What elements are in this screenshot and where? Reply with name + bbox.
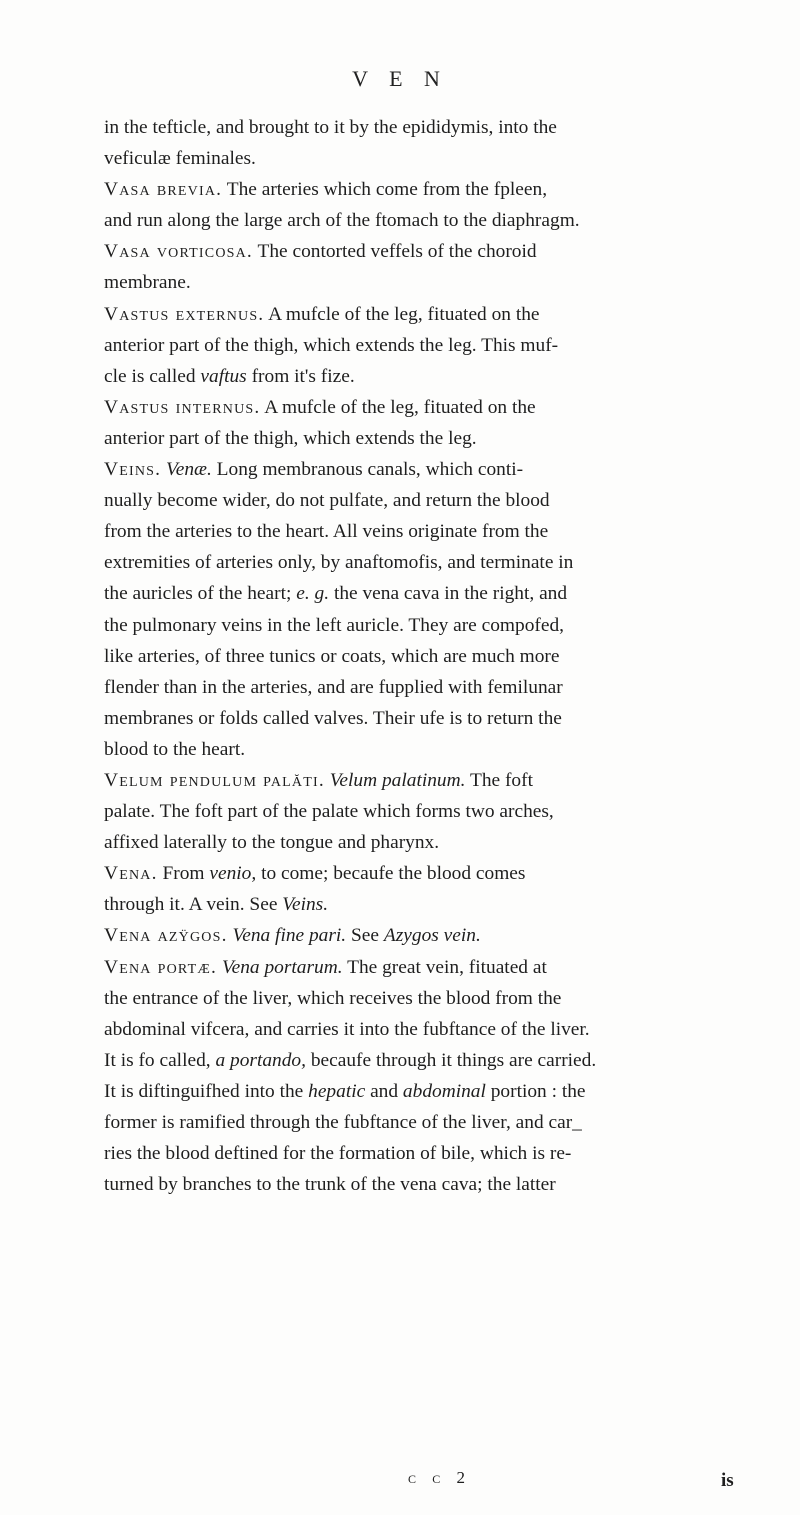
headword: Vena. [104, 863, 158, 885]
definition-text: flender than in the arteries, and are fupplied with femilunar [104, 676, 563, 698]
definition-text: portion : the [490, 1080, 586, 1102]
definition-text: ries the blood deftined for the formation of bile, which is re- [104, 1143, 572, 1165]
definition-text: like arteries, of three tunics or coats, which are much more [104, 645, 560, 667]
page-body [104, 112, 748, 1200]
definition-text: The contorted veffels of the choroid [257, 241, 537, 263]
headword: Vena azÿgos. [104, 925, 228, 947]
italic-term: e. g. [296, 583, 330, 605]
italic-term: hepatic [308, 1080, 366, 1102]
definition-text: cle is called [104, 365, 196, 387]
definition-text: anterior part of the thigh, which extends the leg. [104, 427, 477, 449]
continued-text [104, 112, 748, 174]
definition-text: The great vein, fituated at [347, 956, 547, 978]
definition-text: abdominal vifcera, and carries it into the fubftance of the liver. [104, 1018, 590, 1040]
headword: Vasa vorticosa. [104, 241, 253, 263]
latin-term: Velum palatinum. [329, 769, 466, 791]
definition-text: affixed laterally to the tongue and pharynx. [104, 832, 440, 854]
entry-vena-azygos [104, 920, 748, 951]
headword: Veins. [104, 459, 162, 481]
headword: Velum pendulum palăti. [104, 769, 325, 791]
definition-text: the auricles of the heart; [104, 583, 292, 605]
running-head: V E N [352, 66, 448, 91]
definition-text: A mufcle of the leg, fituated on the [268, 303, 540, 325]
definition-text: and run along the large arch of the ftomach to the diaphragm. [104, 210, 580, 232]
entry-vastus-externus [104, 299, 748, 392]
definition-text: From [162, 863, 205, 885]
definition-text: Long membranous canals, which conti- [216, 459, 524, 481]
definition-text: through it. A vein. See [104, 894, 278, 916]
definition-text: It is diftinguifhed into the [104, 1080, 304, 1102]
definition-text: membranes or folds called valves. Their ufe is to return the [104, 707, 562, 729]
definition-text: the pulmonary veins in the left auricle. They are compofed, [104, 614, 565, 636]
definition-text: becaufe through it things are carried. [310, 1049, 597, 1071]
definition-text: A mufcle of the leg, fituated on the [264, 396, 536, 418]
definition-text: the entrance of the liver, which receives the blood from the [104, 987, 562, 1009]
entry-vena-portae [104, 952, 748, 1201]
entry-veins [104, 454, 748, 765]
latin-term: Vena portarum. [221, 956, 343, 978]
text-line: in the tefticle, and brought to it by the epididymis, into the [104, 117, 557, 138]
cross-reference: Veins. [282, 894, 329, 916]
definition-text: from it's fize. [251, 365, 355, 387]
headword: Vastus externus. [104, 303, 265, 325]
definition-text: the vena cava in the right, and [333, 583, 568, 605]
definition-text: blood to the heart. [104, 738, 246, 760]
definition-text: membrane. [104, 272, 191, 294]
entry-vena [104, 858, 748, 920]
definition-text: It is fo called, [104, 1049, 211, 1071]
definition-text: The arteries which come from the fpleen, [226, 179, 548, 201]
entry-vasa-vorticosa [104, 236, 748, 298]
definition-text: extremities of arteries only, by anaftomofis, and terminate in [104, 552, 574, 574]
text-line: veficulæ feminales. [104, 148, 256, 170]
signature-mark: c c 2 [408, 1468, 472, 1487]
headword: Vena portæ. [104, 956, 218, 978]
entry-vastus-internus [104, 392, 748, 454]
headword: Vastus internus. [104, 396, 261, 418]
italic-term: abdominal [402, 1080, 486, 1102]
definition-text: turned by branches to the trunk of the vena cava; the latter [104, 1174, 556, 1196]
definition-text: former is ramified through the fubftance of the liver, and car_ [104, 1112, 582, 1133]
latin-term: Venæ. [166, 459, 212, 481]
definition-text: The foft [469, 769, 533, 791]
definition-text: to come; becaufe the blood comes [261, 863, 526, 885]
cross-reference: Azygos vein. [383, 925, 481, 947]
catchword: is [721, 1470, 734, 1491]
entry-vasa-brevia [104, 174, 748, 236]
definition-text: palate. The foft part of the palate which forms two arches, [104, 801, 554, 823]
italic-term: a portando, [215, 1049, 306, 1071]
definition-text: and [370, 1080, 399, 1102]
italic-term: venio, [209, 863, 257, 885]
definition-text: nually become wider, do not pulfate, and return the blood [104, 490, 550, 512]
entry-velum [104, 765, 748, 858]
headword: Vasa brevia. [104, 179, 223, 201]
definition-text: from the arteries to the heart. All veins originate from the [104, 521, 549, 543]
italic-term: vaftus [200, 365, 247, 387]
latin-term: Vena fine pari. [232, 925, 347, 947]
definition-text: See [351, 925, 380, 947]
definition-text: anterior part of the thigh, which extends the leg. This muf- [104, 334, 559, 356]
